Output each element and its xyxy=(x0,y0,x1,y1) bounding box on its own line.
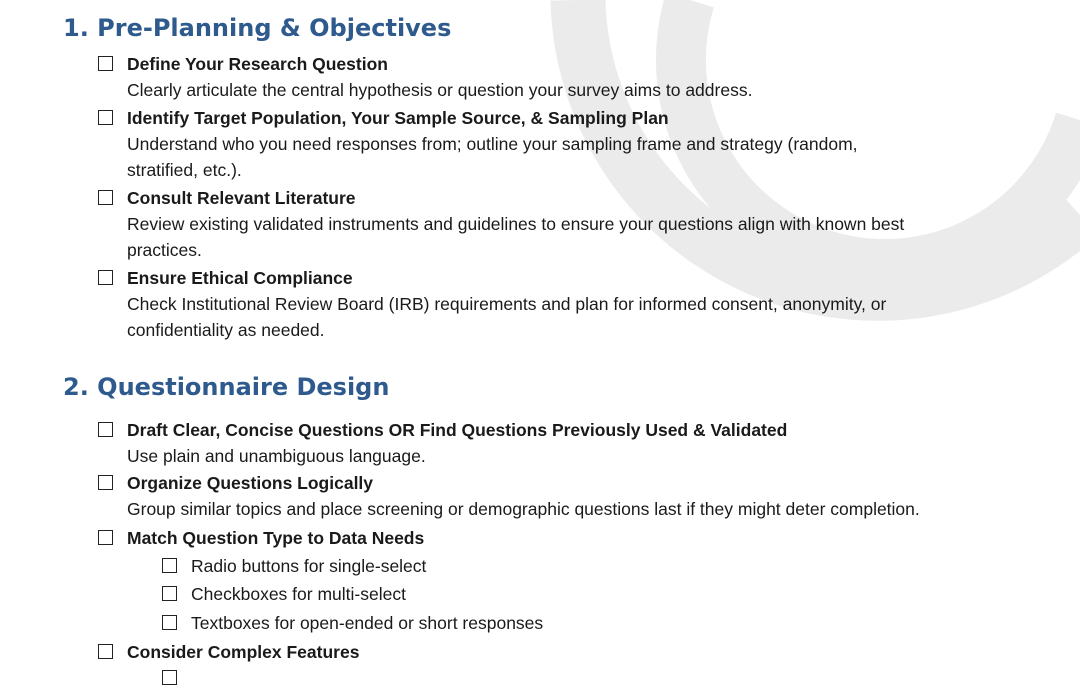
sub-checkbox[interactable] xyxy=(162,586,177,601)
checkbox[interactable] xyxy=(98,422,113,437)
item-description: Check Institutional Review Board (IRB) requirements and plan for informed consent, anonymity, or xyxy=(127,294,887,314)
checkbox[interactable] xyxy=(98,644,113,659)
item-title: Draft Clear, Concise Questions OR Find Questions Previously Used & Validated xyxy=(127,420,788,440)
sub-checkbox[interactable] xyxy=(162,558,177,573)
section-heading: 1. Pre-Planning & Objectives xyxy=(63,14,452,42)
item-title: Organize Questions Logically xyxy=(127,473,374,493)
item-title: Ensure Ethical Compliance xyxy=(127,268,353,288)
item-description: Use plain and unambiguous language. xyxy=(127,446,426,466)
sub-checkbox[interactable] xyxy=(162,615,177,630)
item-description: Group similar topics and place screening or demographic questions last if they might deter completion. xyxy=(127,499,920,519)
item-description: confidentiality as needed. xyxy=(127,320,325,340)
checkbox[interactable] xyxy=(98,56,113,71)
item-title: Consult Relevant Literature xyxy=(127,188,356,208)
checkbox[interactable] xyxy=(98,110,113,125)
item-description: stratified, etc.). xyxy=(127,160,242,180)
item-title: Consider Complex Features xyxy=(127,642,360,662)
sub-item-label: Textboxes for open-ended or short responses xyxy=(191,613,544,633)
item-title: Define Your Research Question xyxy=(127,54,388,74)
section-heading: 2. Questionnaire Design xyxy=(63,373,390,401)
item-description: practices. xyxy=(127,240,202,260)
item-description: Understand who you need responses from; outline your sampling frame and strategy (random, xyxy=(127,134,858,154)
item-title: Match Question Type to Data Needs xyxy=(127,528,425,548)
sub-item-label: Checkboxes for multi-select xyxy=(191,584,406,604)
sub-checkbox-partial[interactable] xyxy=(162,670,177,685)
item-title: Identify Target Population, Your Sample Source, & Sampling Plan xyxy=(127,108,669,128)
sub-item-label: Radio buttons for single-select xyxy=(191,556,427,576)
checkbox[interactable] xyxy=(98,530,113,545)
checkbox[interactable] xyxy=(98,190,113,205)
item-description: Review existing validated instruments and guidelines to ensure your questions align with known best xyxy=(127,214,905,234)
item-description: Clearly articulate the central hypothesis or question your survey aims to address. xyxy=(127,80,753,100)
checkbox[interactable] xyxy=(98,270,113,285)
checkbox[interactable] xyxy=(98,475,113,490)
